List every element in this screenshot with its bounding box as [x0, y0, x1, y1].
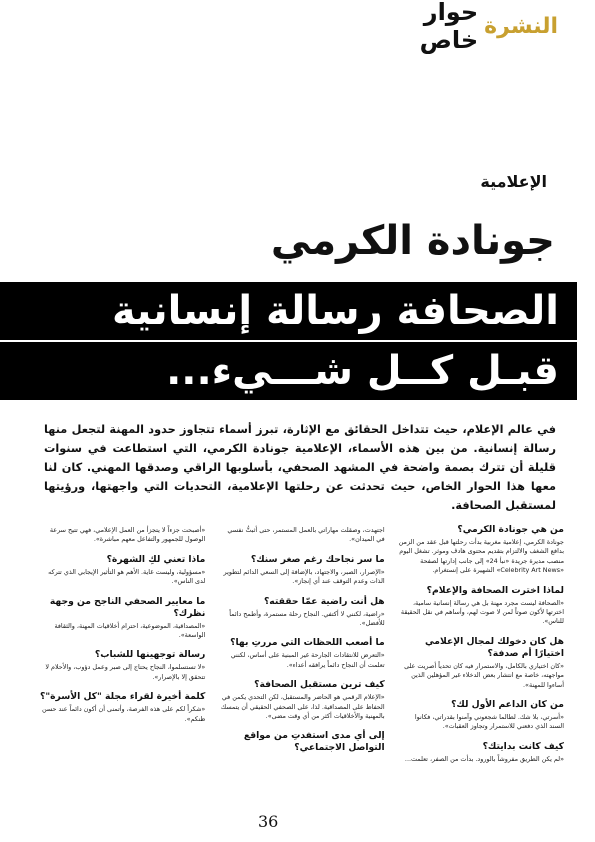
- question: ما أصعب اللحظات التي مررتِ بها؟: [230, 637, 385, 649]
- answer: «راضية، لكنني لا أكتفي. النجاح رحلة مستمرة، وأطمح دائماً للأفضل».: [229, 609, 385, 628]
- question: كيف ترين مستقبل الصحافة؟: [254, 679, 385, 691]
- qa-block: [219, 526, 384, 545]
- qa-block: [219, 730, 384, 754]
- qa-block: [399, 524, 564, 576]
- magazine-logo: النشرة: [484, 13, 558, 39]
- answer: «أسرتي، بلا شك. لطالما شجعوني وآمنوا بقدراتي، فكانوا السند الذي دفعني للاستمرار وتجاوز العقبات».: [414, 713, 564, 731]
- question: هل كان دخولك لمجال الإعلامي اختيارًا أم صدفة؟: [425, 635, 564, 659]
- qa-block: [219, 637, 384, 670]
- qa-block: [399, 585, 564, 627]
- page-number: 36: [258, 812, 279, 831]
- column-1: [399, 524, 564, 826]
- question: ما معايير الصحفي الناجح من وجهة نظرك؟: [49, 595, 206, 619]
- answer: «شكراً لكم على هذه الفرصة، وأتمنى أن أكون دائماً عند حسن ظنكم».: [41, 705, 206, 723]
- section-title: حوار خاص: [419, 0, 479, 54]
- qa-block: [219, 679, 384, 721]
- answer: «الإصرار، الصبر، والاجتهاد، بالإضافة إلى السعي الدائم لتطوير الذات وعدم التوقف عند أي إنجاز».: [223, 567, 385, 586]
- answer: «كان اختياري بالكامل، والاستمرار فيه كان تحدياً أصريت على مواجهته، خاصة مع انتشار بعض الدخلاء غير المؤهلين الذين أساءوا للمهنة».: [404, 661, 564, 689]
- question: من كان الداعم الأول لك؟: [451, 699, 564, 711]
- qa-block: [399, 699, 564, 732]
- question: لماذا اخترت الصحافة والإعلام؟: [426, 584, 564, 596]
- qa-block: [219, 554, 384, 587]
- qa-block: [399, 636, 564, 690]
- answer: «الصحافة ليست مجرد مهنة بل هي رسالة إنسانية سامية، اخترتها لأكون صوتاً لمن لا صوت لهم، وأساهم في نقل الحقيقة للناس».: [400, 598, 564, 626]
- answer: «لم يكن الطريق مفروشاً بالورود. بدأت من الصفر، تعلمت...: [404, 754, 564, 763]
- question: ماذا تعني لكِ الشهرة؟: [106, 553, 206, 565]
- column-3: [40, 524, 205, 826]
- answer: «لا تستسلموا، النجاح يحتاج إلى صبر وعمل دؤوب، والأحلام لا تتحقق إلا بالإصرار».: [45, 663, 206, 681]
- qa-block: [40, 691, 205, 724]
- qa-block: [40, 554, 205, 587]
- qa-block: [40, 596, 205, 641]
- question: كلمة أخيرة لقراء مجلة "كل الأسرة"؟: [40, 691, 206, 703]
- answer: جونادة الكرمي، إعلامية مغربية بدأت رحلتها قبل عقد من الزمن بدافع الشغف والالتزام بتقديم محتوى هادف وموثر. تشغل اليوم منصب مديرة جريدة «نبأ 24» إلى جانب إدارتها لصفحة «Celebrity Art News» الشهيرة على إنستغرام.: [398, 538, 564, 575]
- headline-line-2: قبـل كــل شـــيء...: [0, 342, 577, 400]
- answer: «التعرض للانتقادات الجارحة غير المبنية على أساس، لكنني تعلمت أن النجاح دائماً يرافقه أعداء».: [230, 651, 385, 669]
- qa-block: [40, 649, 205, 682]
- question: إلى أي مدى استفدتِ من مواقع التواصل الاجتماعي؟: [243, 730, 385, 754]
- magazine-header: [398, 0, 558, 54]
- qa-block: [40, 526, 205, 545]
- answer: «أصبحت جزءاً لا يتجزأ من العمل الإعلامي، فهي تتيح سرعة الوصول للجمهور والتفاعل معهم مباشرة».: [49, 526, 206, 544]
- question: رسالة توجهينها للشباب؟: [94, 649, 206, 661]
- question: من هي جونادة الكرمي؟: [457, 524, 564, 535]
- question: كيف كانت بدايتك؟: [482, 740, 564, 752]
- article-intro: في عالم الإعلام، حيث تتداخل الحقائق مع الإثارة، تبرز أسماء تتجاوز حدود المهنة لتجعل منها رسالة إنسانية. من بين هذه الأسماء، الإعلامية جونادة الكرمي، التي استطاعت في سنوات قليلة أن تترك بصمة واضحة في المشهد الصحفي، بأسلوبها الراقي وصدقها المهني. كان لنا معها هذا الحوار الخاص، حيث تحدثت عن رحلتها الإعلامية، التحديات التي واجهتها، ورؤيتها لمستقبل الصحافة.: [44, 423, 556, 512]
- question: هل أنت راضية عمّا حققته؟: [263, 595, 385, 607]
- answer: اجتهدت، وصقلت مهاراتي بالعمل المستمر، حتى أثبتُّ نفسي في الميدان».: [227, 526, 385, 544]
- answer: «مسؤولية، وليست غاية. الأهم هو التأثير الإيجابي الذي تتركه لدى الناس».: [48, 567, 206, 586]
- answer: «المصداقية، الموضوعية، احترام أخلاقيات المهنة، والثقافة الواسعة».: [54, 621, 206, 640]
- interview-columns: [40, 524, 564, 826]
- interviewee-name: جونادة الكرمي: [270, 218, 555, 264]
- qa-block: [399, 741, 564, 764]
- question: ما سر نجاحك رغم صغر سنك؟: [250, 553, 385, 565]
- headline-line-1: الصحافة رسالة إنسانية: [0, 282, 577, 340]
- article-kicker: الإعلامية: [480, 172, 547, 191]
- column-2: [219, 524, 384, 826]
- answer: «الإعلام الرقمي هو الحاضر والمستقبل، لكن التحدي يكمن في الحفاظ على المصداقية. لذا، على الصحفي الحقيقي أن يتمسك بالمهنية والأخلاقيات أكثر من أي وقت مضى».: [220, 693, 385, 721]
- qa-block: [219, 596, 384, 629]
